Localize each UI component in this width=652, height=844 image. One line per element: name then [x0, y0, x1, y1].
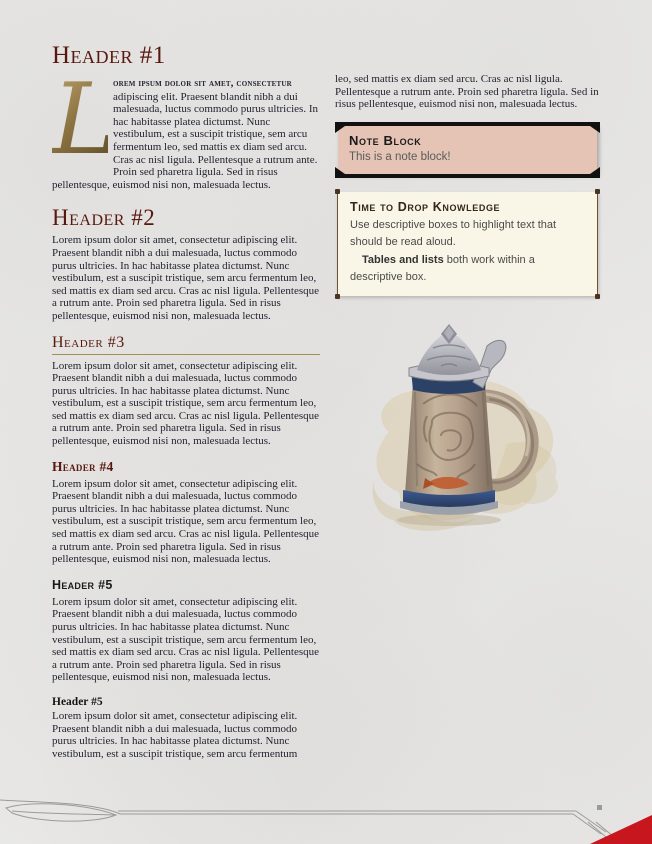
note-body: This is a note block!	[349, 150, 451, 163]
header-4: Header #4	[52, 458, 114, 474]
descriptive-bold-lead: Tables and lists	[362, 254, 444, 267]
note-bottom-rule	[335, 174, 600, 178]
note-top-rule	[335, 122, 600, 126]
header-1: Header #1	[52, 42, 166, 69]
right-column	[335, 73, 600, 544]
continuation-paragraph: leo, sed mattis ex diam sed arcu. Cras ac nisl ligula. Pellentesque a rutrum ante. Proin sed pharetra ligula. Sed in risus pellentesque, euismod nisi non, malesuada lectus.	[335, 73, 599, 111]
paragraph-lead-smallcaps: orem ipsum dolor sit amet, consectetur	[113, 78, 292, 89]
header-2: Header #2	[52, 205, 156, 231]
corner-dot-icon	[595, 294, 600, 299]
header-3: Header #3	[52, 334, 320, 355]
dropcap-paragraph	[52, 63, 320, 191]
header-5-bold: Header #5	[52, 695, 103, 708]
descriptive-bold-rest: both work within a descriptive box.	[350, 254, 535, 284]
corner-dot-icon	[335, 189, 340, 194]
beer-stein-illustration-icon	[337, 324, 587, 539]
paragraph: Lorem ipsum dolor sit amet, consectetur adipiscing elit. Praesent blandit nibh a dui malesuada, luctus commodo purus ultricies. In hac habitasse platea dictumst. Nunc vestibulum, est a suscipit tristique, sem arcu fermentum leo, sed mattis ex diam sed arcu. Cras ac nisl ligula. Pellentesque a rutrum ante. Proin sed pharetra ligula. Sed in risus pellentesque, euismod nisi non, malesuada lectus.	[52, 595, 319, 684]
corner-dot-icon	[335, 294, 340, 299]
corner-dot-icon	[595, 189, 600, 194]
descriptive-box-title: Time to Drop Knowledge	[350, 200, 501, 215]
descriptive-box	[337, 192, 598, 296]
paragraph: Lorem ipsum dolor sit amet, consectetur adipiscing elit. Praesent blandit nibh a dui malesuada, luctus commodo purus ultricies. In hac habitasse platea dictumst. Nunc vestibulum, est a suscipit tristique, sem arcu fermentum leo, sed mattis ex diam sed arcu. Cras ac nisl ligula. Pellentesque a rutrum ante. Proin sed pharetra ligula. Sed in risus pellentesque, euismod nisi non, malesuada lectus.	[52, 477, 319, 566]
dropcap-letter: L	[52, 63, 118, 177]
header-5: Header #5	[52, 577, 113, 592]
left-column	[52, 42, 320, 770]
paragraph-text: adipiscing elit. Praesent blandit nibh a dui malesuada, luctus commodo purus ultricies. In hac habitasse platea dictumst. Nunc vestibulum, est a suscipit tristique, sem arcu fermentum leo, sed mattis ex diam sed arcu. Cras ac nisl ligula. Pellentesque a rutrum ante. Proin sed pharetra ligula. Sed in risus pellentesque, euismod nisi non, malesuada lectus.	[52, 90, 318, 191]
footer-dot-icon	[597, 805, 602, 810]
note-title: Note Block	[349, 132, 422, 148]
descriptive-box-text: Use descriptive boxes to highlight text that should be read aloud.	[350, 219, 557, 249]
page-footer-ornament	[0, 792, 652, 844]
footer-red-corner-icon	[590, 815, 652, 844]
note-block	[338, 126, 597, 175]
paragraph: Lorem ipsum dolor sit amet, consectetur adipiscing elit. Praesent blandit nibh a dui malesuada, luctus commodo purus ultricies. In hac habitasse platea dictumst. Nunc vestibulum, est a suscipit tristique, sem arcu fermentum leo, sed mattis ex diam sed arcu. Cras ac nisl ligula. Pellentesque a rutrum ante. Proin sed pharetra ligula. Sed in risus pellentesque, euismod nisi non, malesuada lectus.	[52, 359, 319, 448]
descriptive-box-text-2	[350, 252, 585, 286]
truncated-paragraph: Lorem ipsum dolor sit amet, consectetur adipiscing elit. Praesent blandit nibh a dui malesuada, luctus commodo purus ultricies. In hac habitasse platea dictumst. Nunc vestibulum, est a suscipit tristique, sem arcu fermentum	[52, 709, 298, 760]
stein-illustration-container	[337, 324, 600, 544]
paragraph: Lorem ipsum dolor sit amet, consectetur adipiscing elit. Praesent blandit nibh a dui malesuada, luctus commodo purus ultricies. In hac habitasse platea dictumst. Nunc vestibulum, est a suscipit tristique, sem arcu fermentum leo, sed mattis ex diam sed arcu. Cras ac nisl ligula. Pellentesque a rutrum ante. Proin sed pharetra ligula. Sed in risus pellentesque, euismod nisi non, malesuada lectus.	[52, 234, 319, 322]
